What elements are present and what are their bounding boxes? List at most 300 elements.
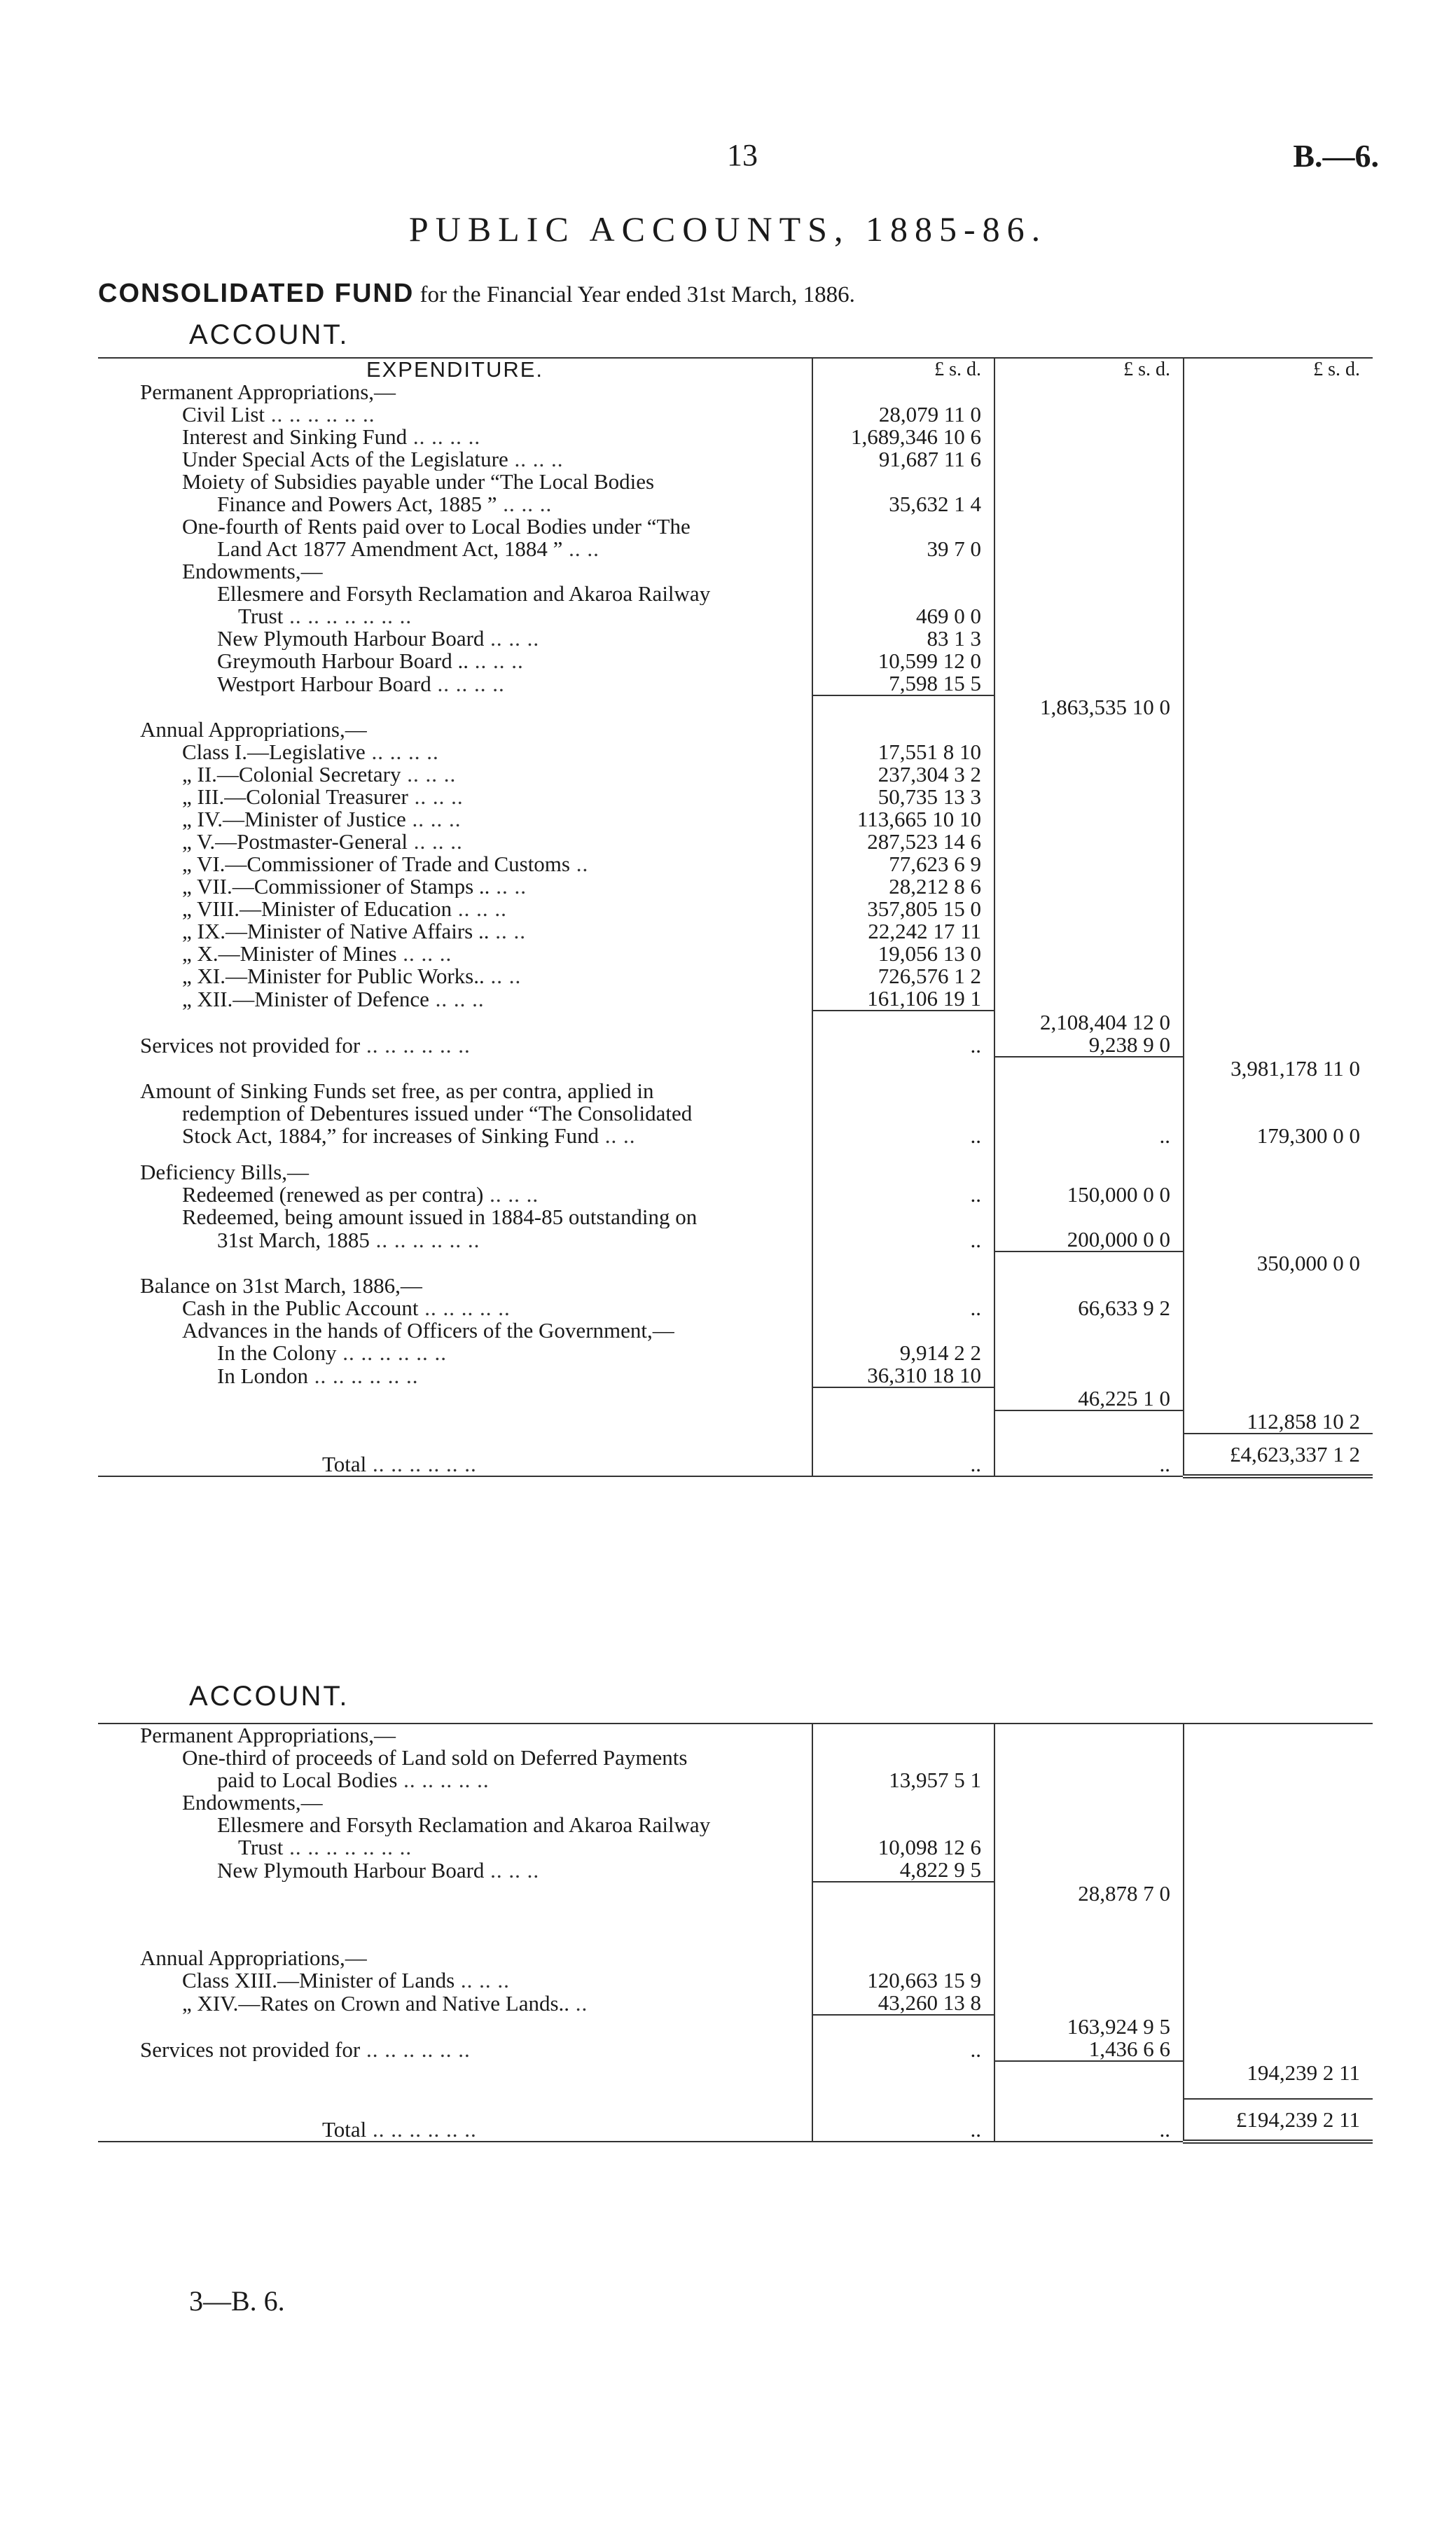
amount-column-3 [1184, 1747, 1373, 1769]
column-header-row [98, 358, 1373, 381]
row-label [98, 741, 812, 763]
amount-column-2: 150,000 0 0 [994, 1184, 1184, 1206]
row-text: Trust [238, 605, 284, 627]
amount-column-1 [812, 1919, 994, 1933]
amount-column-3 [1184, 560, 1373, 583]
table-row [98, 672, 1373, 695]
amount-column-1 [812, 1947, 994, 1969]
amount-column-1: .. [812, 1184, 994, 1206]
amount-column-2 [994, 583, 1184, 605]
table-row [98, 1387, 1373, 1410]
leader-dots: .. .. .. [508, 448, 564, 471]
amount-column-3 [1184, 831, 1373, 853]
row-text: Permanent Appropriations,— [140, 1724, 396, 1747]
table-row [98, 650, 1373, 672]
table-row [98, 2084, 1373, 2099]
row-label [98, 1184, 812, 1206]
table-row [98, 448, 1373, 471]
amount-column-1: .. [812, 2038, 994, 2061]
amount-column-2: .. [994, 1125, 1184, 1147]
table-row [98, 2015, 1373, 2038]
row-label [98, 1342, 812, 1364]
table-row [98, 1161, 1373, 1184]
table-row [98, 831, 1373, 853]
amount-column-1: 161,106 19 1 [812, 987, 994, 1011]
row-label [98, 695, 812, 719]
table-row [98, 1992, 1373, 2015]
amount-column-3 [1184, 2084, 1373, 2099]
total-row [98, 1434, 1373, 1476]
row-label [98, 1034, 812, 1057]
row-text: Redeemed, being amount issued in 1884-85 outstanding on [182, 1206, 698, 1228]
row-text: Annual Appropriations,— [140, 1947, 367, 1969]
amount-column-3 [1184, 853, 1373, 875]
table-row [98, 515, 1373, 538]
table-row [98, 1297, 1373, 1319]
table-row [98, 1206, 1373, 1228]
leader-dots: .. .. .. [497, 493, 553, 515]
amount-column-2 [994, 1080, 1184, 1102]
table-row [98, 1319, 1373, 1342]
amount-column-2 [994, 493, 1184, 515]
table-row [98, 471, 1373, 493]
amount-column-1: 28,212 8 6 [812, 875, 994, 898]
table-row [98, 1080, 1373, 1102]
row-label [98, 719, 812, 741]
leader-dots: .. .. .. [469, 650, 524, 672]
table-row [98, 381, 1373, 403]
amount-column-3 [1184, 1080, 1373, 1102]
leader-dots: .. .. [562, 538, 599, 560]
amount-column-2 [994, 2061, 1184, 2084]
total-column-1: .. [812, 2099, 994, 2142]
row-label [98, 403, 812, 426]
table-row [98, 920, 1373, 943]
row-label [98, 1147, 812, 1161]
total-row [98, 2099, 1373, 2142]
amount-column-1 [812, 1791, 994, 1814]
amount-column-2 [994, 426, 1184, 448]
row-text: „ VIII.—Minister of Education [182, 898, 452, 920]
leader-dots: .. .. .. .. .. .. [265, 403, 375, 426]
row-label [98, 1057, 812, 1080]
row-text: One-fourth of Rents paid over to Local Bodies under “The [182, 515, 691, 538]
leader-dots: .. [570, 853, 589, 875]
amount-column-1: 1,689,346 10 6 [812, 426, 994, 448]
amount-column-2 [994, 560, 1184, 583]
amount-column-1: 113,665 10 10 [812, 808, 994, 831]
amount-column-2 [994, 1147, 1184, 1161]
amount-column-1: .. [812, 1034, 994, 1057]
amount-column-2 [994, 741, 1184, 763]
amount-column-1: 726,576 1 2 [812, 965, 994, 987]
currency-header: £ s. d. [1184, 358, 1373, 381]
row-text: 31st March, 1885 [217, 1228, 370, 1251]
row-text: „ V.—Postmaster-General [182, 831, 408, 853]
row-text: Finance and Powers Act, 1885 ” [217, 493, 497, 515]
amount-column-1 [812, 1161, 994, 1184]
amount-column-1 [812, 1011, 994, 1034]
total-label [98, 2099, 812, 2142]
leader-dots: .. .. .. .. .. .. [360, 2038, 471, 2061]
amount-column-3 [1184, 650, 1373, 672]
table-row [98, 560, 1373, 583]
amount-column-3 [1184, 381, 1373, 403]
row-text: Permanent Appropriations,— [140, 381, 396, 403]
leader-dots: .. .. .. [484, 627, 540, 650]
total-column-2: .. [994, 1434, 1184, 1476]
table-row [98, 786, 1373, 808]
row-text: redemption of Debentures issued under “The Consolidated [182, 1102, 693, 1125]
row-label [98, 627, 812, 650]
row-label [98, 831, 812, 853]
row-label [98, 2084, 812, 2099]
row-label [98, 1769, 812, 1791]
amount-column-2: 1,863,535 10 0 [994, 695, 1184, 719]
amount-column-3 [1184, 1933, 1373, 1947]
row-text: Advances in the hands of Officers of the Government,— [182, 1319, 674, 1342]
row-label [98, 965, 812, 987]
table-row [98, 1724, 1373, 1747]
amount-column-1 [812, 695, 994, 719]
amount-column-1 [812, 1905, 994, 1919]
leader-dots: .. .. .. [408, 786, 464, 808]
amount-column-3 [1184, 987, 1373, 1011]
table-row [98, 1905, 1373, 1919]
leader-dots: .. .. .. .. .. .. [336, 1342, 447, 1364]
amount-column-2 [994, 605, 1184, 627]
row-text: Trust [238, 1836, 284, 1859]
row-text: Ellesmere and Forsyth Reclamation and Akaroa Railway [217, 583, 711, 605]
row-label [98, 538, 812, 560]
amount-column-3: 194,239 2 11 [1184, 2061, 1373, 2084]
amount-column-1 [812, 2061, 994, 2084]
leader-dots: .. .. .. .. .. [397, 1769, 490, 1791]
leader-dots: .. .. .. .. .. .. [360, 1034, 471, 1057]
row-text: Services not provided for [140, 2038, 361, 2061]
row-label [98, 1387, 812, 1410]
leader-dots: .. .. [598, 1125, 636, 1147]
amount-column-3 [1184, 695, 1373, 719]
row-label [98, 493, 812, 515]
row-label [98, 381, 812, 403]
row-label [98, 1882, 812, 1905]
row-text: „ XII.—Minister of Defence [182, 987, 429, 1011]
row-label [98, 1228, 812, 1251]
amount-column-2: 1,436 6 6 [994, 2038, 1184, 2061]
amount-column-3 [1184, 1184, 1373, 1206]
row-label [98, 1859, 812, 1882]
table-row [98, 538, 1373, 560]
fund-name: CONSOLIDATED FUND [98, 279, 415, 308]
amount-column-2 [994, 448, 1184, 471]
amount-column-1: 7,598 15 5 [812, 672, 994, 695]
amount-column-1: 4,822 9 5 [812, 1859, 994, 1882]
lower-account-table [98, 1723, 1373, 2144]
amount-column-2 [994, 808, 1184, 831]
row-label [98, 987, 812, 1011]
table-row [98, 1275, 1373, 1297]
row-label [98, 471, 812, 493]
row-text: „ VI.—Commissioner of Trade and Customs [182, 853, 570, 875]
row-label [98, 1919, 812, 1933]
table-row [98, 1747, 1373, 1769]
amount-column-3 [1184, 1836, 1373, 1859]
amount-column-2: 2,108,404 12 0 [994, 1011, 1184, 1034]
amount-column-3 [1184, 426, 1373, 448]
amount-column-2 [994, 1769, 1184, 1791]
amount-column-2 [994, 786, 1184, 808]
row-text: New Plymouth Harbour Board [217, 627, 485, 650]
table-row [98, 898, 1373, 920]
amount-column-2: 9,238 9 0 [994, 1034, 1184, 1057]
table-row [98, 853, 1373, 875]
row-text: „ II.—Colonial Secretary [182, 763, 401, 786]
amount-column-3 [1184, 2015, 1373, 2038]
amount-column-2 [994, 1905, 1184, 1919]
row-text: Balance on 31st March, 1886,— [140, 1275, 422, 1297]
amount-column-2 [994, 763, 1184, 786]
row-text: Services not provided for [140, 1034, 361, 1057]
row-label [98, 1275, 812, 1297]
row-label [98, 1125, 812, 1147]
row-label [98, 763, 812, 786]
row-label [98, 1947, 812, 1969]
amount-column-2 [994, 1747, 1184, 1769]
table-row [98, 1919, 1373, 1933]
row-text: Cash in the Public Account [182, 1297, 419, 1319]
table-row [98, 875, 1373, 898]
row-label [98, 808, 812, 831]
amount-column-3 [1184, 1919, 1373, 1933]
amount-column-3 [1184, 583, 1373, 605]
amount-column-1: 10,098 12 6 [812, 1836, 994, 1859]
row-text: Greymouth Harbour Board .. [217, 650, 469, 672]
amount-column-1: .. [812, 1228, 994, 1251]
fund-heading [98, 279, 855, 309]
amount-column-3 [1184, 741, 1373, 763]
table-row [98, 1342, 1373, 1364]
amount-column-3 [1184, 943, 1373, 965]
leader-dots: .. .. .. [405, 808, 462, 831]
row-label [98, 1080, 812, 1102]
amount-column-2 [994, 1410, 1184, 1434]
table-row [98, 808, 1373, 831]
amount-column-1 [812, 2015, 994, 2038]
table-row [98, 1836, 1373, 1859]
amount-column-1: 83 1 3 [812, 627, 994, 650]
row-label [98, 2015, 812, 2038]
row-label [98, 560, 812, 583]
amount-column-1 [812, 1319, 994, 1342]
amount-column-3 [1184, 605, 1373, 627]
amount-column-3: 350,000 0 0 [1184, 1251, 1373, 1275]
amount-column-3 [1184, 1275, 1373, 1297]
leader-dots: .. .. .. [484, 1859, 540, 1882]
amount-column-1: 120,663 15 9 [812, 1969, 994, 1992]
table-row [98, 1228, 1373, 1251]
amount-column-3 [1184, 1859, 1373, 1882]
total-column-1: .. [812, 1434, 994, 1476]
fund-subtitle: for the Financial Year ended 31st March, 1886. [414, 282, 855, 307]
table-row [98, 1814, 1373, 1836]
amount-column-1 [812, 583, 994, 605]
amount-column-1 [812, 1933, 994, 1947]
row-label [98, 786, 812, 808]
leader-dots: .. .. .. [452, 898, 507, 920]
amount-column-2 [994, 853, 1184, 875]
row-label [98, 853, 812, 875]
amount-column-1 [812, 1057, 994, 1080]
amount-column-2: 28,878 7 0 [994, 1882, 1184, 1905]
table-row [98, 1011, 1373, 1034]
table-row [98, 1057, 1373, 1080]
row-label [98, 1297, 812, 1319]
amount-column-3 [1184, 538, 1373, 560]
amount-column-1: 357,805 15 0 [812, 898, 994, 920]
table-row [98, 741, 1373, 763]
amount-column-2 [994, 627, 1184, 650]
grand-total: £194,239 2 11 [1184, 2099, 1373, 2142]
row-label [98, 875, 812, 898]
table-row [98, 1125, 1373, 1147]
total-text: Total [322, 1452, 367, 1476]
amount-column-2: 46,225 1 0 [994, 1387, 1184, 1410]
row-text: Class I.—Legislative [182, 741, 366, 763]
row-label [98, 583, 812, 605]
total-column-2: .. [994, 2099, 1184, 2142]
row-text: Land Act 1877 Amendment Act, 1884 ” [217, 538, 563, 560]
document-reference: B.—6. [1293, 138, 1379, 174]
amount-column-2 [994, 1992, 1184, 2015]
amount-column-1 [812, 1387, 994, 1410]
amount-column-1: 22,242 17 11 [812, 920, 994, 943]
amount-column-2 [994, 403, 1184, 426]
amount-column-3 [1184, 1228, 1373, 1251]
amount-column-3 [1184, 2038, 1373, 2061]
row-label [98, 1161, 812, 1184]
row-label [98, 1814, 812, 1836]
row-text: Class XIII.—Minister of Lands [182, 1969, 455, 1992]
amount-column-2 [994, 831, 1184, 853]
amount-column-3 [1184, 1905, 1373, 1919]
amount-column-1 [812, 1814, 994, 1836]
table-row [98, 943, 1373, 965]
table-row [98, 1410, 1373, 1434]
total-text: Total [322, 2117, 367, 2142]
total-label [98, 1434, 812, 1476]
row-label [98, 448, 812, 471]
amount-column-1: 9,914 2 2 [812, 1342, 994, 1364]
amount-column-3 [1184, 808, 1373, 831]
table-row [98, 987, 1373, 1011]
row-text: Interest and Sinking Fund [182, 426, 408, 448]
amount-column-2 [994, 1791, 1184, 1814]
amount-column-3 [1184, 1791, 1373, 1814]
amount-column-1: .. [812, 1297, 994, 1319]
amount-column-3: 112,858 10 2 [1184, 1410, 1373, 1434]
row-label [98, 1364, 812, 1387]
amount-column-1 [812, 1747, 994, 1769]
table-row [98, 605, 1373, 627]
row-label [98, 2061, 812, 2084]
grand-total: £4,623,337 1 2 [1184, 1434, 1373, 1476]
leader-dots: .. .. .. .. [431, 672, 505, 695]
row-label [98, 1410, 812, 1434]
amount-column-2 [994, 515, 1184, 538]
table-row [98, 493, 1373, 515]
amount-column-2 [994, 1836, 1184, 1859]
amount-column-2 [994, 1814, 1184, 1836]
table-row [98, 1364, 1373, 1387]
amount-column-2 [994, 1947, 1184, 1969]
row-text: „ X.—Minister of Mines [182, 943, 397, 965]
table-row [98, 1251, 1373, 1275]
row-text: One-third of proceeds of Land sold on Deferred Payments [182, 1747, 688, 1769]
amount-column-1 [812, 471, 994, 493]
amount-column-2: 200,000 0 0 [994, 1228, 1184, 1251]
leader-dots: .. .. .. [396, 943, 452, 965]
amount-column-1: 43,260 13 8 [812, 1992, 994, 2015]
amount-column-2 [994, 471, 1184, 493]
amount-column-1 [812, 1102, 994, 1125]
table-row [98, 1034, 1373, 1057]
row-label [98, 1992, 812, 2015]
amount-column-2 [994, 719, 1184, 741]
table-row [98, 1882, 1373, 1905]
amount-column-1 [812, 1080, 994, 1102]
page-title: PUBLIC ACCOUNTS, 1885-86. [408, 209, 1048, 249]
amount-column-1 [812, 381, 994, 403]
table-row [98, 1102, 1373, 1125]
amount-column-2 [994, 1969, 1184, 1992]
amount-column-2 [994, 538, 1184, 560]
amount-column-1 [812, 1206, 994, 1228]
amount-column-3 [1184, 1969, 1373, 1992]
row-label [98, 1724, 812, 1747]
page-number: 13 [727, 138, 758, 172]
leader-dots: .. .. .. .. .. .. [308, 1364, 419, 1387]
amount-column-2 [994, 672, 1184, 695]
row-label [98, 2038, 812, 2061]
amount-column-1: 17,551 8 10 [812, 741, 994, 763]
amount-column-1 [812, 1251, 994, 1275]
row-label [98, 672, 812, 695]
leader-dots: .. .. .. [429, 987, 485, 1011]
footer-note: 3—B. 6. [189, 2285, 285, 2317]
leader-dots: .. .. .. [455, 1969, 510, 1992]
row-label [98, 1969, 812, 1992]
table-row [98, 627, 1373, 650]
amount-column-3 [1184, 719, 1373, 741]
row-text: Civil List [182, 403, 265, 426]
amount-column-2 [994, 875, 1184, 898]
table-row [98, 426, 1373, 448]
amount-column-3 [1184, 1882, 1373, 1905]
expenditure-heading: EXPENDITURE. [366, 358, 544, 381]
amount-column-3 [1184, 1769, 1373, 1791]
amount-column-3 [1184, 1724, 1373, 1747]
row-label [98, 1905, 812, 1919]
table-row [98, 695, 1373, 719]
table-row [98, 1147, 1373, 1161]
amount-column-2 [994, 898, 1184, 920]
amount-column-2 [994, 1724, 1184, 1747]
table-row [98, 1184, 1373, 1206]
row-label [98, 1251, 812, 1275]
row-text: In the Colony [217, 1342, 337, 1364]
amount-column-3 [1184, 1034, 1373, 1057]
